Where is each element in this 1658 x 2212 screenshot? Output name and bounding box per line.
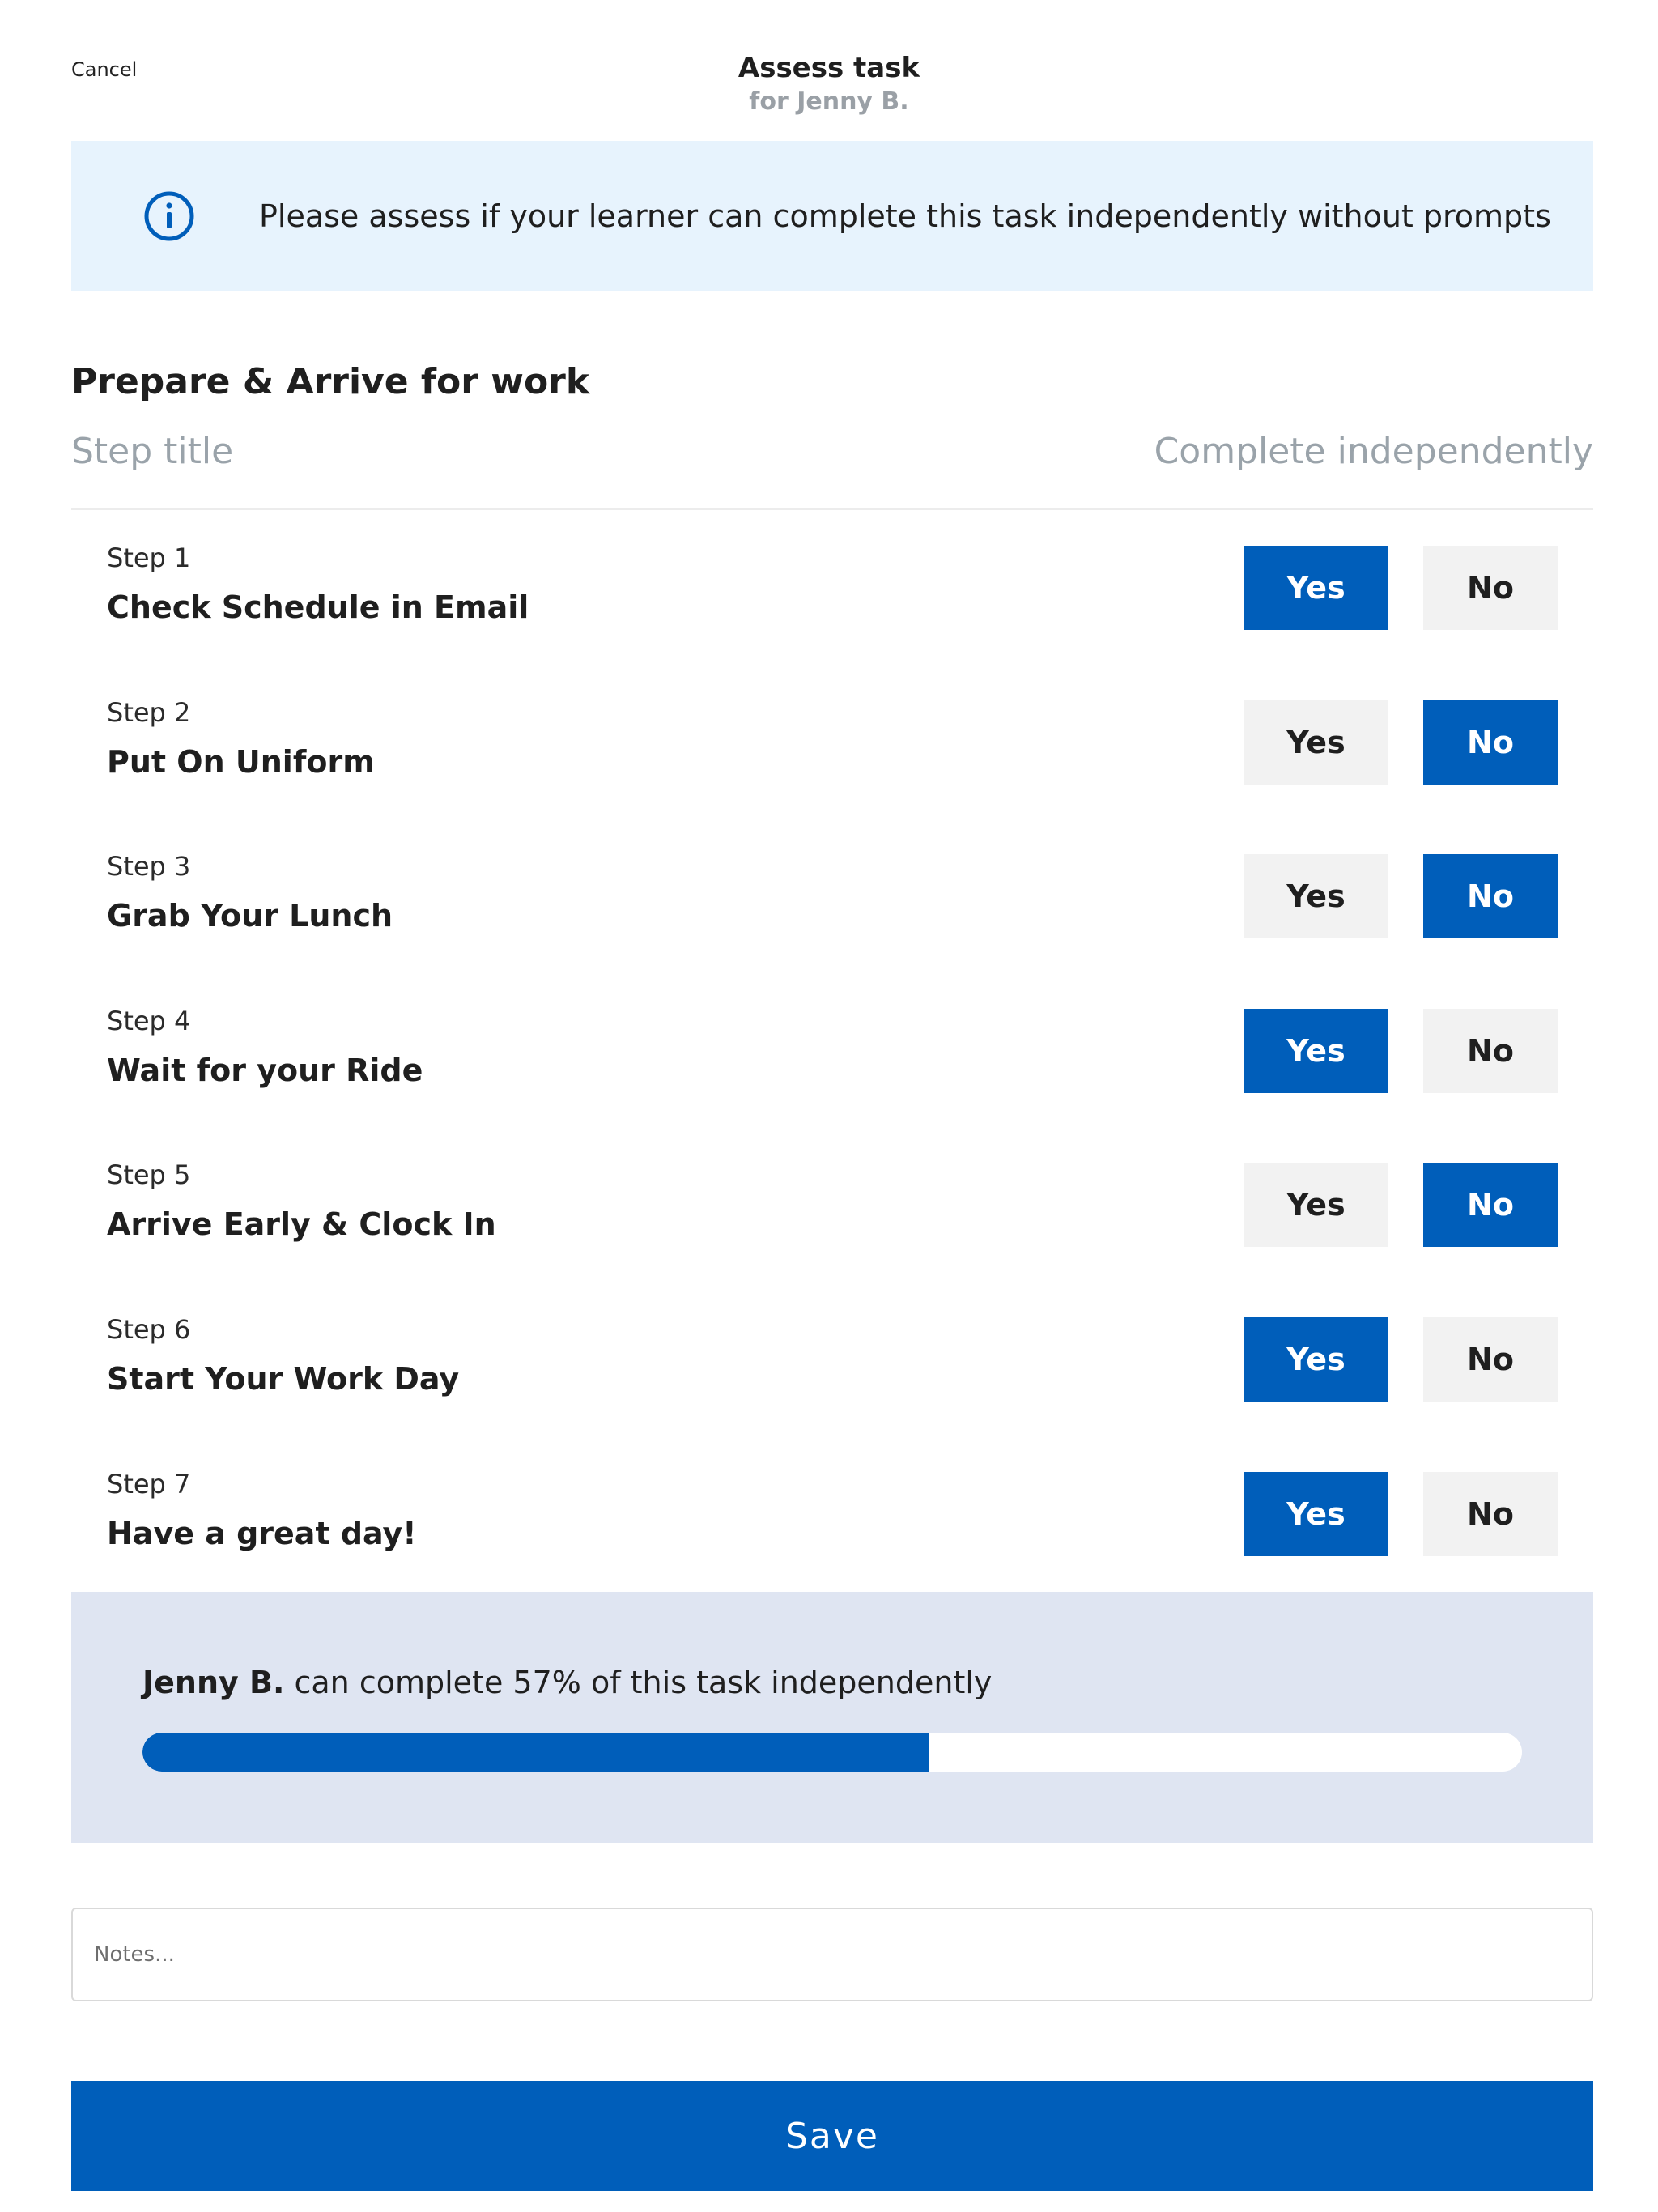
step-number: Step 5 — [107, 1159, 191, 1191]
progress-bar-fill — [142, 1733, 929, 1772]
step-name: Have a great day! — [107, 1515, 417, 1551]
progress-bar — [142, 1733, 1522, 1772]
column-header-step-title: Step title — [71, 431, 234, 472]
summary-sentence: can complete 57% of this task independently — [284, 1665, 993, 1700]
no-button[interactable]: No — [1423, 700, 1558, 785]
task-title: Prepare & Arrive for work — [71, 361, 590, 402]
title-block — [0, 50, 1658, 118]
step-row — [71, 819, 1593, 973]
save-button[interactable]: Save — [71, 2081, 1593, 2191]
no-button[interactable]: No — [1423, 1163, 1558, 1247]
no-button[interactable]: No — [1423, 854, 1558, 938]
header-bar — [0, 0, 1658, 130]
step-name: Wait for your Ride — [107, 1052, 423, 1088]
yes-button[interactable]: Yes — [1244, 1009, 1388, 1093]
step-name: Grab Your Lunch — [107, 898, 393, 934]
step-number: Step 7 — [107, 1468, 191, 1499]
step-name: Arrive Early & Clock In — [107, 1206, 496, 1243]
no-button[interactable]: No — [1423, 546, 1558, 630]
step-name: Start Your Work Day — [107, 1360, 460, 1397]
step-number: Step 6 — [107, 1313, 191, 1345]
step-row — [71, 1436, 1593, 1591]
column-header-complete-independently: Complete independently — [1154, 431, 1593, 472]
learner-name: Jenny B. — [142, 1665, 285, 1700]
yes-button[interactable]: Yes — [1244, 854, 1388, 938]
step-row — [71, 510, 1593, 665]
info-icon — [144, 191, 194, 241]
page-title: Assess task — [738, 52, 920, 84]
summary-text — [142, 1665, 992, 1700]
step-row — [71, 665, 1593, 819]
no-button[interactable]: No — [1423, 1009, 1558, 1093]
step-name: Check Schedule in Email — [107, 589, 529, 625]
step-row — [71, 1127, 1593, 1282]
yes-button[interactable]: Yes — [1244, 700, 1388, 785]
step-row — [71, 1282, 1593, 1436]
yes-button[interactable]: Yes — [1244, 1317, 1388, 1402]
step-list — [71, 510, 1593, 1590]
step-row — [71, 973, 1593, 1128]
step-number: Step 3 — [107, 851, 191, 883]
step-number: Step 4 — [107, 1005, 191, 1036]
page-subtitle: for Jenny B. — [749, 87, 909, 116]
yes-button[interactable]: Yes — [1244, 1163, 1388, 1247]
summary-panel — [71, 1592, 1593, 1843]
info-text: Please assess if your learner can complete this task independently without prompts — [259, 198, 1551, 234]
no-button[interactable]: No — [1423, 1472, 1558, 1556]
step-number: Step 1 — [107, 542, 191, 573]
no-button[interactable]: No — [1423, 1317, 1558, 1402]
yes-button[interactable]: Yes — [1244, 546, 1388, 630]
step-number: Step 2 — [107, 696, 191, 728]
yes-button[interactable]: Yes — [1244, 1472, 1388, 1556]
step-name: Put On Uniform — [107, 743, 375, 780]
info-banner — [71, 141, 1593, 291]
notes-input[interactable] — [71, 1908, 1593, 2001]
cancel-button[interactable]: Cancel — [71, 58, 138, 81]
